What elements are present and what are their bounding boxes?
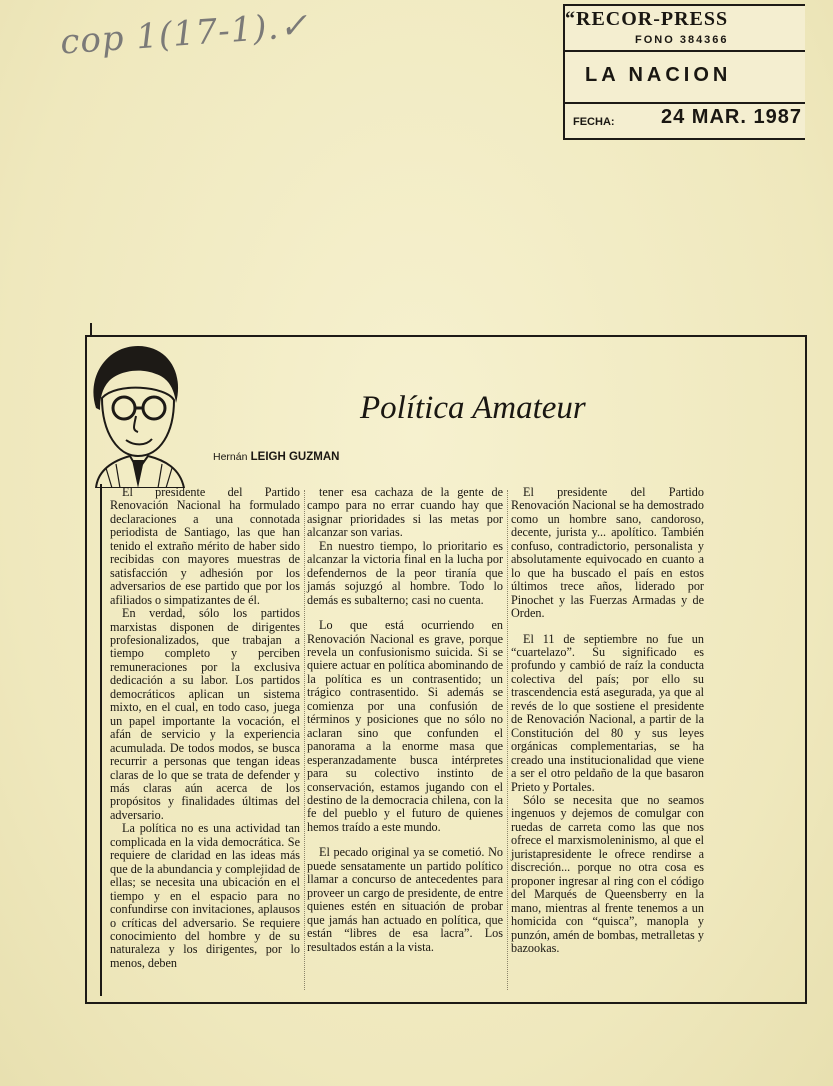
paragraph: El 11 de septiembre no fue un “cuartelazo”. Su significado es profundo y cambió de raíz la conducta colectiva del país; por ello su trascendencia está asegurada, ya que al revés de lo que sostiene el presidente de Renovación Nacional, a partir de la Constitución del 80 y sus leyes orgánicas complementarias, se ha creado una institucionalidad que viene a ser el otro peldaño de la que basaron Prieto y Portales. <box>511 631 704 794</box>
article-column-3 <box>511 486 704 955</box>
paragraph: En verdad, sólo los partidos marxistas disponen de dirigentes profesionalizados, que trabajan a tiempo completo y perciben remuneraciones por la exclusiva dedicación a su labor. Los partidos democráticos aplican un sistema mixto, en el cual, en todo caso, juega un papel importante la vocación, el afán de servicio y la experiencia acumulada. De todos modos, se busca recurrir a personas que tengan ideas claras de lo que se trata de defender y más claras aún acerca de los propósitos y finalidades últimas del adversario. <box>110 606 300 822</box>
paragraph: Sólo se necesita que no seamos ingenuos y dejemos de comulgar con ruedas de carreta como las que nos ofrece el marxismoleninismo, al que el juristapresidente le ofrece rendirse a discreción... porque no otra cosa es proponer ingresar al ring con el código del Marqués de Queensberry en la mano, mientras al frente tenemos a un homicida con “quisca”, manopla y punzón, amén de bombas, metralletas y bazookas. <box>511 792 704 955</box>
paragraph: En nuestro tiempo, lo prioritario es alcanzar la victoria final en la lucha por defendernos de la peor tiranía que jamás sojuzgó al hombre. Todo lo demás es subalterno; casi no cuenta. <box>307 538 503 607</box>
paragraph: Lo que está ocurriendo en Renovación Nacional es grave, porque revela un confusionismo suicida. Si se quiere actuar en política abominando de la política es un contrasentido; un trágico contrasentido. Si además se comienza por una confusión de términos y posiciones que no sólo no aclaran sino que confunden el panorama a la enorme masa que esperanzadamente busca intérpretes para su colectivo instinto de conservación, estamos jugando con el destino de la democracia chilena, con la fe del pueblo y el futuro de quienes hemos traído a este mundo. <box>307 618 503 834</box>
article-column-1 <box>110 486 300 970</box>
paragraph: La política no es una actividad tan complicada en la vida democrática. Se requiere de claridad en las ideas más que de la abundancia y complejidad de ellas; se necesita una ubicación en el tiempo y en el espacio para no confundirse con invitaciones, aplausos o críticas del adversario. Se requiere conocimiento del hombre y de su naturaleza y los dirigentes, por lo menos, deben <box>110 821 300 970</box>
newspaper-name: LA NACION <box>585 64 732 86</box>
paragraph: tener esa cachaza de la gente de campo para no errar cuando hay que asignar prioridades si las metas por alcanzar son varias. <box>307 485 503 540</box>
column-frame-line <box>100 484 102 996</box>
article-column-2 <box>307 486 503 954</box>
press-agency-stamp <box>563 4 805 140</box>
paragraph: El presidente del Partido Renovación Nacional se ha demostrado como un hombre sano, candoroso, decente, jurista y... apolítico. También confuso, contradictorio, personalista y absolutamente equivocado en cuanto a lo que ha buscado el país en estos últimos trece años, liderado por Pinochet y las Fuerzas Armadas y de Orden. <box>511 485 704 621</box>
agency-name: “RECOR-PRESS <box>565 8 729 30</box>
paragraph: El presidente del Partido Renovación Nacional ha formulado declaraciones a una connotada periodista de Santiago, las que han tenido el extraño mérito de haber sido recibidas con mayores muestras de satisfacción y adhesión por los adversarios de ese partido que por los afiliados o simpatizantes de él. <box>110 485 300 607</box>
column-separator <box>507 490 508 990</box>
author-first-name: Hernán <box>213 451 248 463</box>
stamp-divider <box>565 102 805 104</box>
column-separator <box>304 490 305 990</box>
paragraph: El pecado original ya se cometió. No puede sensatamente un partido político llamar a concurso de antecedentes para proveer un cargo de presidente, de entre quienes estén en situación de probar que jamás han actuado en política, que están “libres de esa lacra”. Los resultados están a la vista. <box>307 845 503 954</box>
agency-phone: FONO 384366 <box>635 34 729 46</box>
date-label: FECHA: <box>573 116 615 128</box>
stamp-divider <box>565 50 805 52</box>
date-value: 24 MAR. 1987 <box>661 106 802 128</box>
author-portrait-illustration <box>76 338 196 488</box>
article-title: Política Amateur <box>360 390 586 426</box>
author-last-name: LEIGH GUZMAN <box>250 451 340 463</box>
handwritten-annotation: cop 1(17-1).✓ <box>58 5 311 63</box>
author-byline <box>213 451 339 463</box>
